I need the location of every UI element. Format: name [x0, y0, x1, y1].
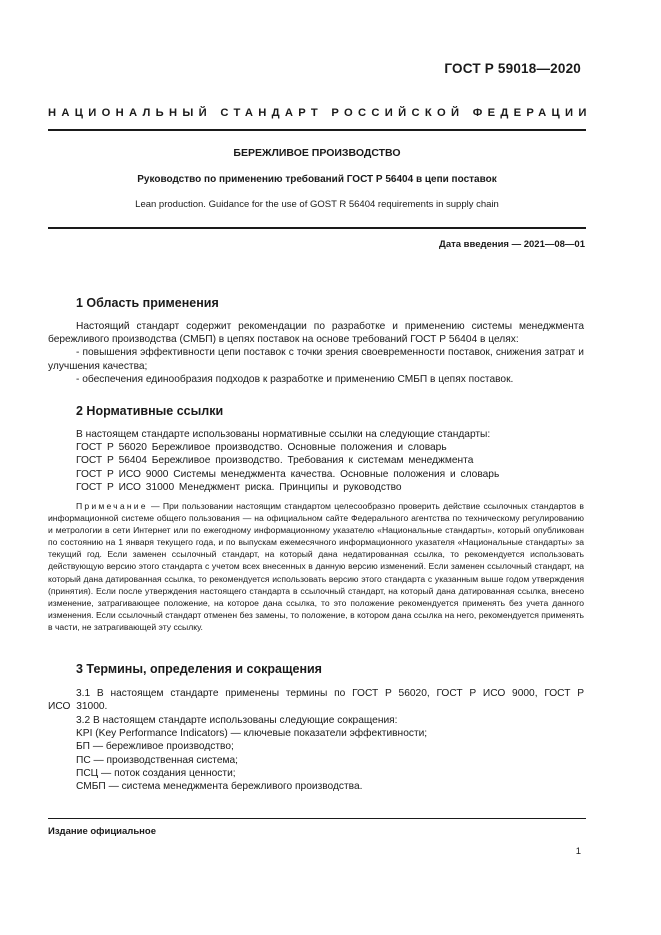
standard-number: ГОСТ Р 59018—2020: [444, 61, 581, 76]
section-1-body: [48, 320, 584, 386]
clause-3-2: 3.2 В настоящем стандарте использованы следующие сокращения:: [76, 715, 398, 726]
note-text: — При пользовании настоящим стандартом целесообразно проверить действие ссылочных стандартов в информационной системе общего пользования — на официальном сайте Федерального агентства по техническому регулированию и метрологии в сети Интернет или по ежегодному информационному указателю «Национальные стандарты», который опубликован по состоянию на 1 января текущего года, и по выпускам ежемесячного информационного указателя «Национальные стандарты» за текущий год. Если заменен ссылочный стандарт, на который дана недатированная ссылка, то рекомендуется использовать действующую версию этого стандарта с учетом всех внесенных в данную версию изменений. Если заменен ссылочный стандарт, на который дана датированная ссылка, то рекомендуется использовать версию этого стандарта с указанным выше годом утверждения (принятия). Если после утверждения настоящего стандарта в ссылочный стандарт, на который дана датированная ссылка, внесено изменение, затрагивающее положение, на которое дана ссылка, то это положение рекомендуется применять без учета данного изменения. Если ссылочный стандарт отменен без замены, то положение, в котором дана ссылка на него, рекомендуется применять в части, не затрагивающей эту ссылку.: [48, 501, 584, 632]
introduction-date: Дата введения — 2021—08—01: [439, 239, 585, 250]
abbreviation-item: ПСЦ — поток создания ценности;: [76, 767, 236, 779]
section-1-item-text: - повышения эффективности цепи поставок с точки зрения своевременности поставок, снижения затрат и улучшения качества;: [48, 347, 584, 372]
document-subtitle: Руководство по применению требований ГОСТ Р 56404 в цепи поставок: [137, 174, 497, 185]
note-label: Примечание: [76, 501, 148, 511]
reference-item: ГОСТ Р ИСО 31000 Менеджмент риска. Принципы и руководство: [76, 481, 402, 493]
reference-item: ГОСТ Р 56404 Бережливое производство. Требования к системам менеджмента: [76, 455, 474, 467]
section-1-heading: 1 Область применения: [76, 296, 219, 310]
national-standard-banner: НАЦИОНАЛЬНЫЙ СТАНДАРТ РОССИЙСКОЙ ФЕДЕРАЦИИ: [48, 107, 592, 119]
abbreviation-item: ПС — производственная система;: [76, 754, 239, 766]
reference-item: ГОСТ Р 56020 Бережливое производство. Основные положения и словарь: [76, 442, 447, 454]
section-1-item-text: - обеспечения единообразия подходов к разработке и применению СМБП в цепях поставок.: [76, 373, 514, 385]
section-3-heading: 3 Термины, определения и сокращения: [76, 662, 322, 676]
document-english-title: Lean production. Guidance for the use of GOST R 56404 requirements in supply chain: [135, 199, 499, 210]
abbreviations-list: [76, 714, 584, 793]
section-2-heading: 2 Нормативные ссылки: [76, 404, 224, 418]
clause-3-1: [48, 687, 584, 713]
abbreviation-item: БП — бережливое производство;: [76, 741, 234, 753]
references-intro: В настоящем стандарте использованы нормативные ссылки на следующие стандарты:: [76, 429, 491, 440]
section-1-text: Настоящий стандарт содержит рекомендации по разработке и применению системы менеджмента бережливого производства (СМБП) в цепях поставок на основе требований ГОСТ Р 56404 в целях:: [48, 321, 584, 346]
references-note: [48, 500, 584, 633]
section-1-paragraph: [48, 320, 584, 346]
clause-3-1-text: 3.1 В настоящем стандарте применены термины по ГОСТ Р 56020, ГОСТ Р ИСО 9000, ГОСТ Р ИСО 31000.: [48, 688, 584, 713]
section-3-body: [48, 687, 584, 713]
normative-references-list: [76, 428, 584, 494]
document-title: БЕРЕЖЛИВОЕ ПРОИЗВОДСТВО: [233, 147, 401, 159]
abbreviation-item: KPI (Key Performance Indicators) — ключевые показатели эффективности;: [76, 728, 428, 740]
section-1-item: [48, 346, 584, 372]
title-rule: [48, 227, 586, 229]
official-edition-label: Издание официальное: [48, 826, 156, 837]
top-rule: [48, 129, 586, 131]
reference-item: ГОСТ Р ИСО 9000 Системы менеджмента качества. Основные положения и словарь: [76, 468, 500, 480]
abbreviation-item: СМБП — система менеджмента бережливого производства.: [76, 781, 363, 793]
page-number: 1: [575, 846, 581, 857]
section-1-item: [48, 373, 584, 386]
footer-rule: [48, 818, 586, 819]
